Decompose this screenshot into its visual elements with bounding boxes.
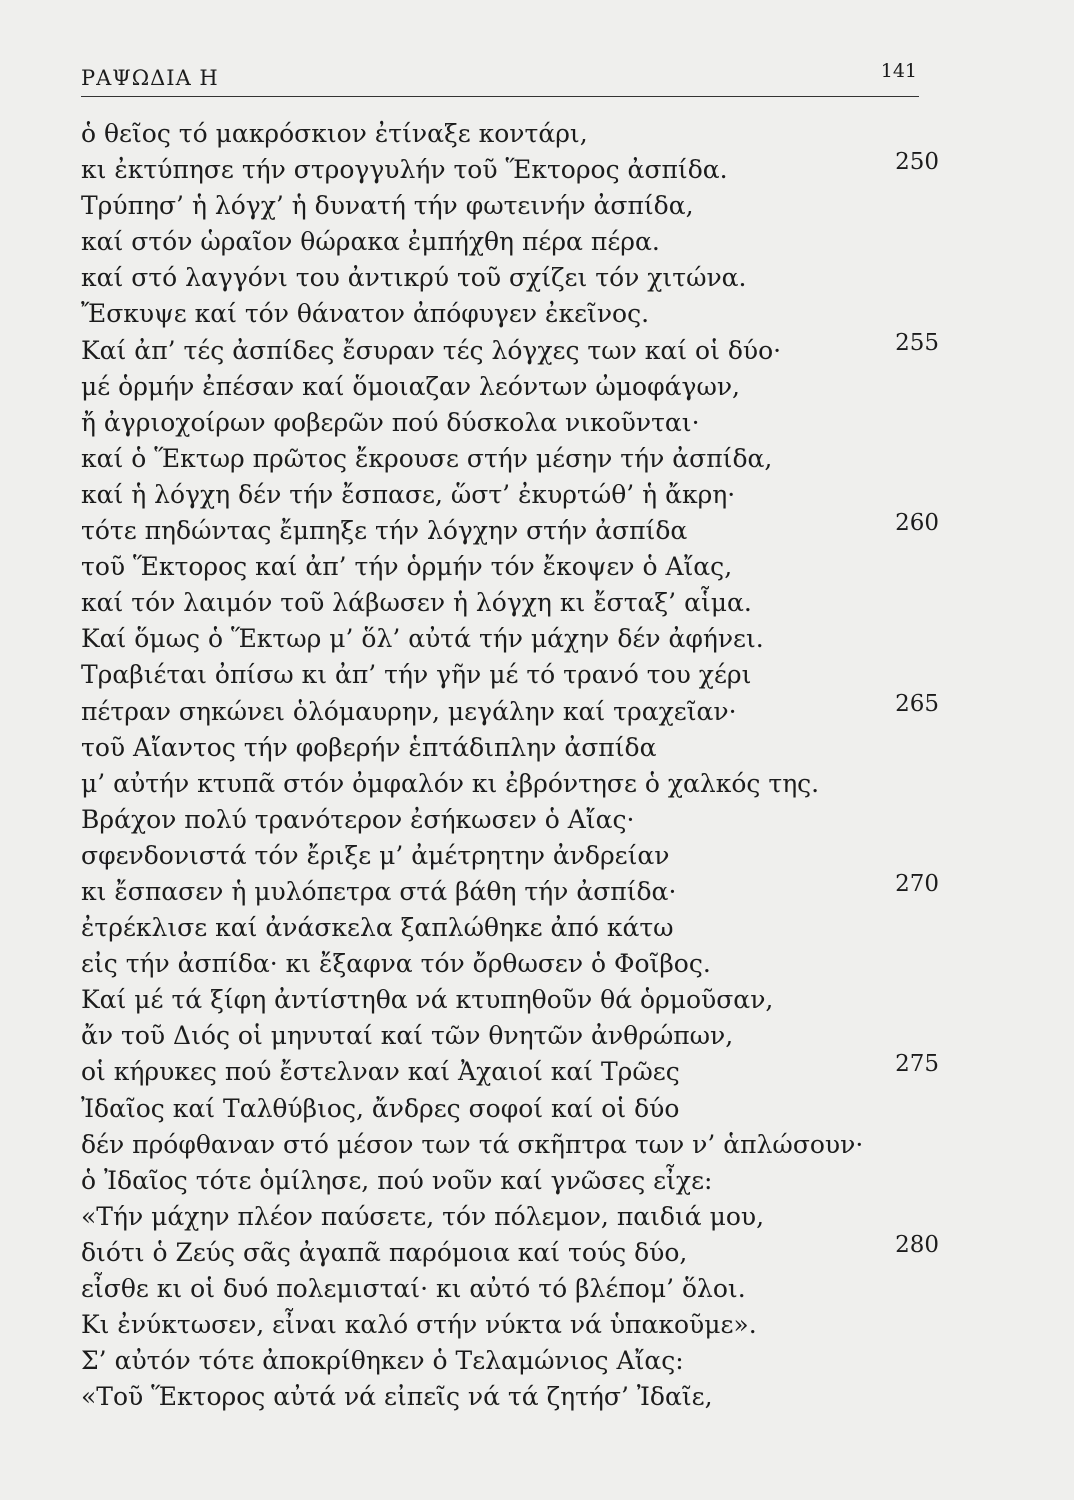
verse-text: «Τήν μάχην πλέον παύσετε, τόν πόλεμον, παιδιά μου, [81,1201,765,1231]
verse-line [81,260,939,296]
line-number: 260 [895,510,939,537]
verse-text: διότι ὁ Ζεύς σᾶς ἀγαπᾶ παρόμοια καί τούς δύο, [81,1237,688,1267]
verse-text: καί στόν ὡραῖον θώρακα ἐμπήχθη πέρα πέρα. [81,227,660,257]
verse-text: Κι ἐνύκτωσεν, εἶναι καλό στήν νύκτα νά ὑπακοῦμε». [81,1310,757,1340]
verse-line [81,802,939,838]
page-header [81,60,919,94]
verse-text: ὁ Ἰδαῖος τότε ὁμίλησε, πού νοῦν καί γνῶσες εἶχε: [81,1165,713,1195]
verse-line [81,441,939,477]
verse-text: Ἔσκυψε καί τόν θάνατον ἀπόφυγεν ἐκεῖνος. [81,299,650,329]
line-number: 270 [895,870,939,897]
verse-line [81,1271,939,1307]
header-rule [81,96,919,97]
verse-line [81,116,939,152]
verse-text: Καί ὅμως ὁ Ἕκτωρ μ’ ὅλ’ αὐτά τήν μάχην δέν ἀφήνει. [81,624,764,654]
verse-text: οἱ κήρυκες πού ἔστελναν καί Ἀχαιοί καί Τρῶες [81,1057,680,1087]
verse-text: τοῦ Ἕκτορος καί ἀπ’ τήν ὁρμήν τόν ἔκοψεν ὁ Αἴας, [81,552,733,582]
verse-text: ἤ ἀγριοχοίρων φοβερῶν πού δύσκολα νικοῦνται· [81,407,700,437]
verse-text: καί στό λαγγόνι του ἀντικρύ τοῦ σχίζει τόν χιτώνα. [81,263,747,293]
verse-line [81,1163,939,1199]
verse-line [81,405,939,441]
running-head: ΡΑΨΩΔΙΑ Η [81,66,219,90]
verse-text: τοῦ Αἴαντος τήν φοβερήν ἑπτάδιπλην ἀσπίδα [81,732,657,762]
verse-line [81,549,939,585]
verse-text: τότε πηδώντας ἔμπηξε τήν λόγχην στήν ἀσπίδα [81,516,688,546]
verse-line [81,946,939,982]
verse-line [81,149,939,188]
verse-text: καί τόν λαιμόν τοῦ λάβωσεν ἡ λόγχη κι ἔσταξ’ αἷμα. [81,588,752,618]
verse-text: μ’ αὐτήν κτυπᾶ στόν ὀμφαλόν κι ἐβρόντησε ὁ χαλκός της. [81,768,820,798]
verse-line [81,982,939,1018]
verse-text: καί ὁ Ἕκτωρ πρῶτος ἔκρουσε στήν μέσην τήν ἀσπίδα, [81,443,773,473]
verse-line [81,296,939,332]
verse-text: πέτραν σηκώνει ὁλόμαυρην, μεγάλην καί τραχεῖαν· [81,696,737,726]
line-number: 250 [895,149,939,176]
verse-line [81,510,939,549]
verse-text: Τραβιέται ὀπίσω κι ἀπ’ τήν γῆν μέ τό τρανό του χέρι [81,660,752,690]
verse-line [81,766,939,802]
verse-line [81,1091,939,1127]
verse-text: δέν πρόφθαναν στό μέσον των τά σκῆπτρα των ν’ ἁπλώσουν· [81,1129,864,1159]
verse-line [81,188,939,224]
line-number: 255 [895,329,939,356]
verse-line [81,1051,939,1090]
verse-text: «Τοῦ Ἕκτορος αὐτά νά εἰπεῖς νά τά ζητήσ’ Ἰδαῖε, [81,1382,713,1412]
verse-line [81,477,939,513]
verse-line [81,1379,939,1415]
verse-text: μέ ὁρμήν ἐπέσαν καί ὅμοιαζαν λεόντων ὠμοφάγων, [81,371,740,401]
verse-text: ἐτρέκλισε καί ἀνάσκελα ξαπλώθηκε ἀπό κάτω [81,913,674,943]
verse-line [81,910,939,946]
verse-line [81,1127,939,1163]
verse-line [81,690,939,730]
line-number: 275 [895,1051,939,1078]
verse-line [81,870,939,910]
verse-text: Καί μέ τά ξίφη ἀντίστηθα νά κτυπηθοῦν θά ὁρμοῦσαν, [81,985,774,1015]
verse-text: σφενδονιστά τόν ἔριξε μ’ ἀμέτρητην ἀνδρείαν [81,840,670,870]
verse-text: Ἰδαῖος καί Ταλθύβιος, ἄνδρες σοφοί καί οἱ δύο [81,1093,680,1123]
verse-text: Τρύπησ’ ἡ λόγχ’ ἡ δυνατή τήν φωτεινήν ἀσπίδα, [81,191,694,221]
verse-text: εἶσθε κι οἱ δυό πολεμισταί· κι αὐτό τό βλέπομ’ ὅλοι. [81,1274,746,1303]
line-number: 280 [895,1231,939,1258]
verse-line [81,1307,939,1343]
verse-line [81,621,939,657]
verse-line [81,585,939,621]
verse-text: κι ἔσπασεν ἡ μυλόπετρα στά βάθη τήν ἀσπίδα· [81,876,677,906]
page-number: 141 [880,60,917,82]
verse-text: Καί ἀπ’ τές ἀσπίδες ἔσυραν τές λόγχες των καί οἱ δύο· [81,335,782,365]
verse-line [81,329,939,369]
verse-text: ὁ θεῖος τό μακρόσκιον ἐτίναξε κοντάρι, [81,119,588,148]
verse-text: κι ἐκτύπησε τήν στρογγυλήν τοῦ Ἕκτορος ἀσπίδα. [81,155,728,185]
verse-line [81,657,939,693]
verse-line [81,838,939,874]
verse-text: Βράχον πολύ τρανότερον ἐσήκωσεν ὁ Αἴας· [81,804,635,834]
verse-line [81,1343,939,1379]
verse-text: καί ἡ λόγχη δέν τήν ἔσπασε, ὥστ’ ἐκυρτώθ’ ἡ ἄκρη· [81,479,736,509]
line-number: 265 [895,690,939,717]
verse-text: εἰς τήν ἀσπίδα· κι ἔξαφνα τόν ὄρθωσεν ὁ Φοῖβος. [81,949,711,979]
verse-line [81,224,939,260]
poem-text [81,116,939,1415]
verse-text: Σ’ αὐτόν τότε ἀποκρίθηκεν ὁ Τελαμώνιος Αἴας: [81,1346,684,1376]
verse-line [81,1199,939,1235]
verse-line [81,1018,939,1054]
verse-line [81,369,939,405]
verse-line [81,1231,939,1271]
verse-line [81,730,939,766]
verse-text: ἄν τοῦ Διός οἱ μηνυταί καί τῶν θνητῶν ἀνθρώπων, [81,1021,734,1051]
